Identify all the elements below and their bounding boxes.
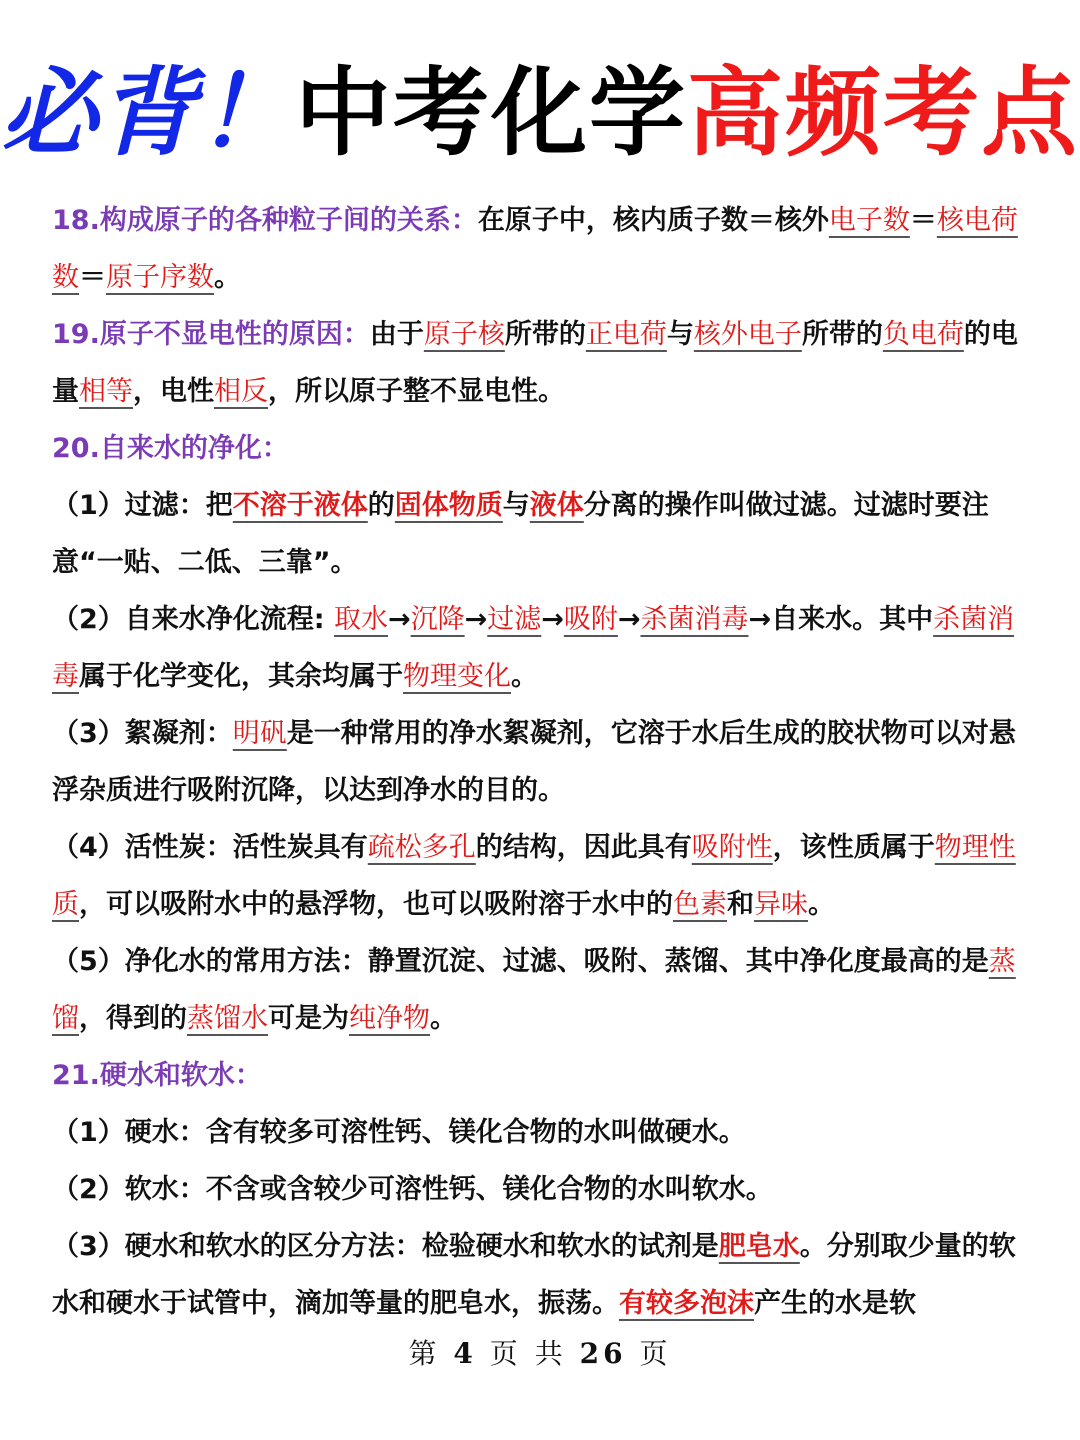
- page-title: [0, 58, 1080, 168]
- text: 。: [430, 1003, 457, 1034]
- arrow: →: [617, 604, 641, 635]
- text: （5）净化水的常用方法：静置沉淀、过滤、吸附、蒸馏、其中净化度最高的是: [52, 946, 989, 977]
- section-20-item-1: [52, 477, 1030, 591]
- answer: 正电荷: [585, 319, 667, 350]
- section-heading: 21.硬水和软水：: [52, 1060, 262, 1091]
- section-21-item-2: （2）软水：不含或含较少可溶性钙、镁化合物的水叫软水。: [52, 1174, 773, 1205]
- answer: 蒸馏水: [187, 1003, 268, 1034]
- answer: 色素: [673, 889, 727, 920]
- answer: 杀菌消毒: [52, 604, 1015, 692]
- section-21-heading: [52, 1047, 1030, 1104]
- answer: 蒸馏: [52, 946, 1016, 1034]
- answer: 液体: [529, 490, 584, 521]
- arrow: →: [541, 604, 564, 635]
- answer: 不溶于液体: [232, 490, 368, 521]
- text: 。分别取少量的软水和硬水于试管中，滴加等量的肥皂水，振荡。: [52, 1231, 1016, 1319]
- section-20-item-2: [52, 591, 1030, 705]
- answer: 物理性质: [52, 832, 1016, 920]
- answer: 纯净物: [349, 1003, 430, 1034]
- text: ，所以原子整不显电性。: [268, 376, 565, 407]
- section-heading: 20.自来水的净化：: [52, 433, 289, 464]
- text: 。: [808, 889, 835, 920]
- text: 的结构，因此具有: [475, 832, 692, 863]
- text: 属于化学变化，其余均属于: [79, 661, 403, 692]
- answer: 固体物质: [394, 490, 503, 521]
- answer: 异味: [754, 889, 808, 920]
- section-heading: 18.构成原子的各种粒子间的关系：: [52, 205, 478, 236]
- text: （2）自来水净化流程:: [52, 604, 334, 635]
- text: ，该性质属于: [772, 832, 935, 863]
- answer: 过滤: [487, 604, 542, 635]
- answer: 电子数: [828, 205, 910, 236]
- answer: 原子核: [423, 319, 505, 350]
- arrow: →: [387, 604, 411, 635]
- answer: 疏松多孔: [367, 832, 476, 863]
- section-21-item-1: （1）硬水：含有较多可溶性钙、镁化合物的水叫做硬水。: [52, 1117, 746, 1148]
- section-20-item-4: [52, 819, 1030, 933]
- text: 可是为: [268, 1003, 349, 1034]
- answer: 肥皂水: [718, 1231, 800, 1262]
- section-20-item-5: [52, 933, 1030, 1047]
- text: 的: [367, 490, 395, 521]
- footer-word: 共: [534, 1337, 567, 1370]
- answer: 有较多泡沫: [619, 1288, 754, 1319]
- text: 由于: [369, 319, 424, 350]
- answer: 吸附性: [691, 832, 773, 863]
- text: 。: [214, 262, 241, 293]
- text: 在原子中，核内质子数＝核外: [477, 205, 829, 236]
- arrow: →: [464, 604, 488, 635]
- page-number: 4: [453, 1337, 477, 1370]
- page-footer: [0, 1332, 1080, 1372]
- answer: 物理变化: [403, 661, 511, 692]
- answer: 负电荷: [882, 319, 964, 350]
- answer: 沉降: [410, 604, 465, 635]
- answer: 吸附: [563, 604, 618, 635]
- text: 分离的操作叫做过滤。过滤时要注意“一贴、二低、三靠”。: [52, 490, 989, 578]
- answer: 相反: [214, 376, 268, 407]
- text: （1）过滤：把: [52, 490, 233, 521]
- text: ，可以吸附水中的悬浮物，也可以吸附溶于水中的: [79, 889, 673, 920]
- arrow: →: [748, 604, 772, 635]
- title-part-2: 中考化学: [295, 57, 687, 169]
- text: 所带的: [801, 319, 883, 350]
- text: （3）絮凝剂：: [52, 718, 233, 749]
- text: 与: [666, 319, 694, 350]
- section-20-item-3: [52, 705, 1030, 819]
- text: ＝: [79, 262, 106, 293]
- content: [52, 192, 1030, 1332]
- footer-word: 第: [408, 1337, 441, 1370]
- section-21-item-3: [52, 1218, 1030, 1332]
- text: （3）硬水和软水的区分方法：检验硬水和软水的试剂是: [52, 1231, 719, 1262]
- text: ，电性: [133, 376, 214, 407]
- answer: 核电荷数: [52, 205, 1018, 293]
- section-heading: 19.原子不显电性的原因：: [52, 319, 370, 350]
- text: 的电量: [52, 319, 1018, 407]
- text: 产生的水是软: [754, 1288, 916, 1319]
- text: ＝: [909, 205, 937, 236]
- answer: 相等: [79, 376, 133, 407]
- text: ，得到的: [79, 1003, 187, 1034]
- footer-word: 页: [489, 1337, 522, 1370]
- text: 自来水。其中: [771, 604, 934, 635]
- answer: 杀菌消毒: [640, 604, 749, 635]
- text: 。: [511, 661, 538, 692]
- footer-word: 页: [639, 1337, 672, 1370]
- section-20-heading: [52, 420, 1030, 477]
- text: 与: [502, 490, 530, 521]
- title-part-3: 高频考点: [687, 57, 1079, 169]
- section-19: [52, 306, 1030, 420]
- section-18: [52, 192, 1030, 306]
- text: （4）活性炭：活性炭具有: [52, 832, 368, 863]
- title-part-1: 必背！: [1, 57, 295, 169]
- answer: 取水: [333, 604, 388, 635]
- answer: 核外电子: [693, 319, 802, 350]
- total-pages: 26: [579, 1337, 627, 1370]
- text: 所带的: [504, 319, 586, 350]
- answer: 原子序数: [106, 262, 214, 293]
- answer: 明矾: [232, 718, 287, 749]
- text: 和: [727, 889, 754, 920]
- text: 是一种常用的净水絮凝剂，它溶于水后生成的胶状物可以对悬浮杂质进行吸附沉降，以达到净水的目的。: [52, 718, 1016, 806]
